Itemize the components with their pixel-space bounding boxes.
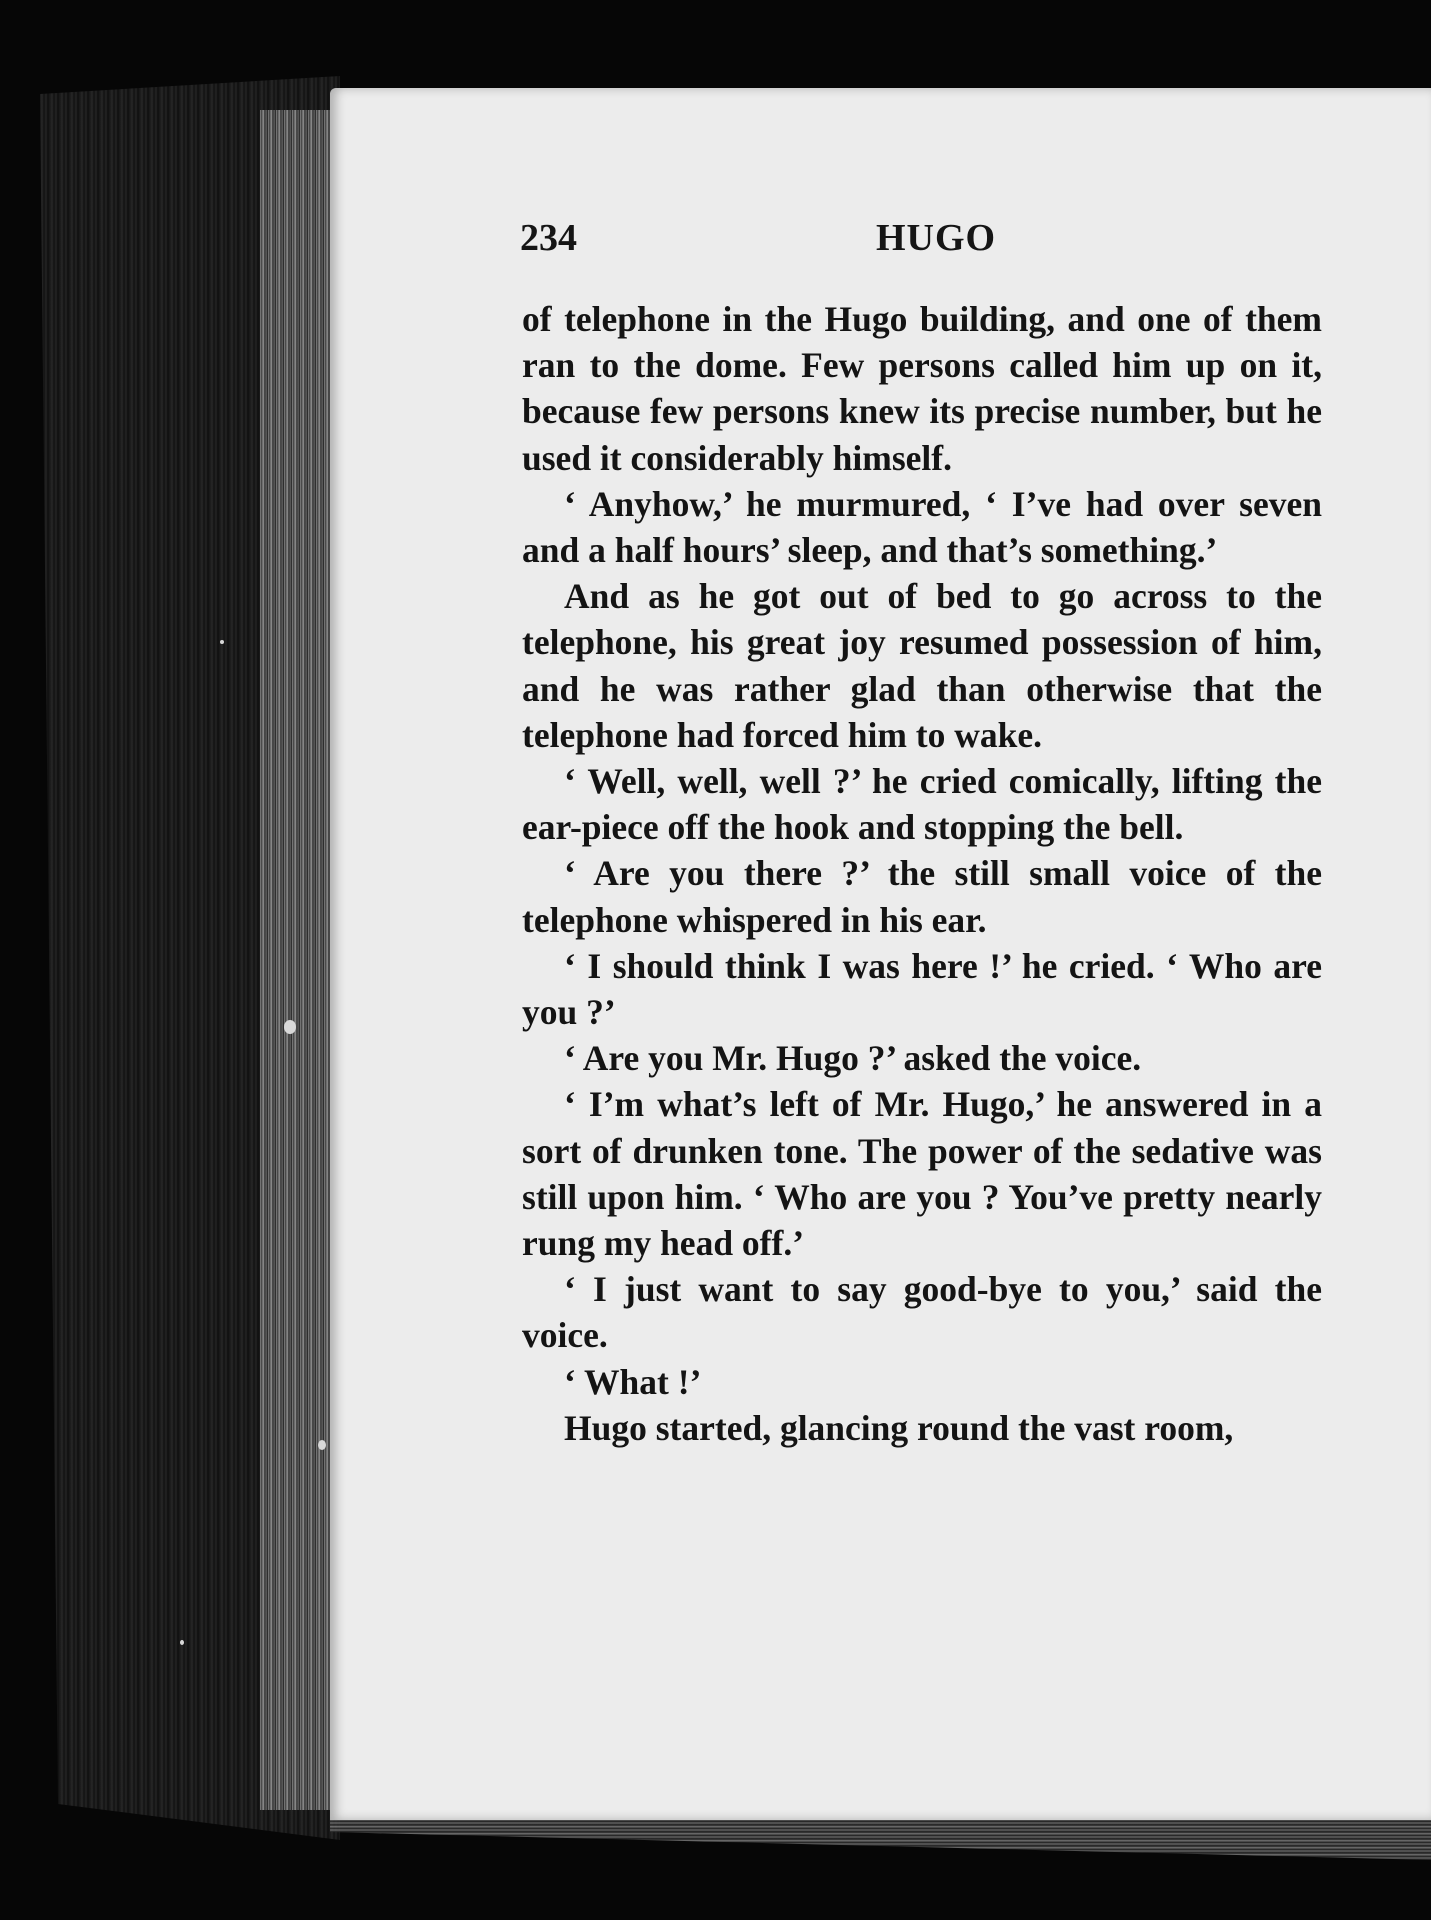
paragraph: ‘ I just want to say good-bye to you,’ said the voice. (522, 1269, 1322, 1356)
book-spine-shadow (260, 110, 330, 1810)
paragraph: ‘ I’m what’s left of Mr. Hugo,’ he answered in a sort of drunken tone. The power of the sedative was still upon him. ‘ Who are you ? You’ve pretty nearly rung my head off.’ (522, 1084, 1322, 1264)
paragraph: And as he got out of bed to go across to the telephone, his great joy resumed possession of him, and he was rather glad than otherwise that the telephone had forced him to wake. (522, 576, 1322, 755)
book-page (330, 88, 1431, 1820)
paragraph: ‘ I should think I was here !’ he cried. ‘ Who are you ?’ (522, 945, 1322, 1033)
body-text (522, 296, 1322, 1451)
paragraph: of telephone in the Hugo building, and one of them ran to the dome. Few persons called him up on it, because few persons knew its precise number, but he used it considerably himself. (522, 299, 1322, 478)
paragraph: Hugo started, glancing round the vast room, (564, 1407, 1234, 1448)
paragraph: ‘ Well, well, well ?’ he cried comically, lifting the ear-piece off the hook and stopping the bell. (522, 761, 1322, 848)
page-number: 234 (520, 217, 577, 259)
paragraph: ‘ What !’ (564, 1361, 702, 1402)
running-head (520, 216, 1320, 276)
paragraph: ‘ Are you Mr. Hugo ?’ asked the voice. (564, 1038, 1142, 1079)
paragraph: ‘ Anyhow,’ he murmured, ‘ I’ve had over seven and a half hours’ sleep, and that’s something.’ (522, 483, 1322, 571)
paragraph: ‘ Are you there ?’ the still small voice of the telephone whispered in his ear. (522, 853, 1322, 940)
running-title: HUGO (876, 217, 997, 259)
